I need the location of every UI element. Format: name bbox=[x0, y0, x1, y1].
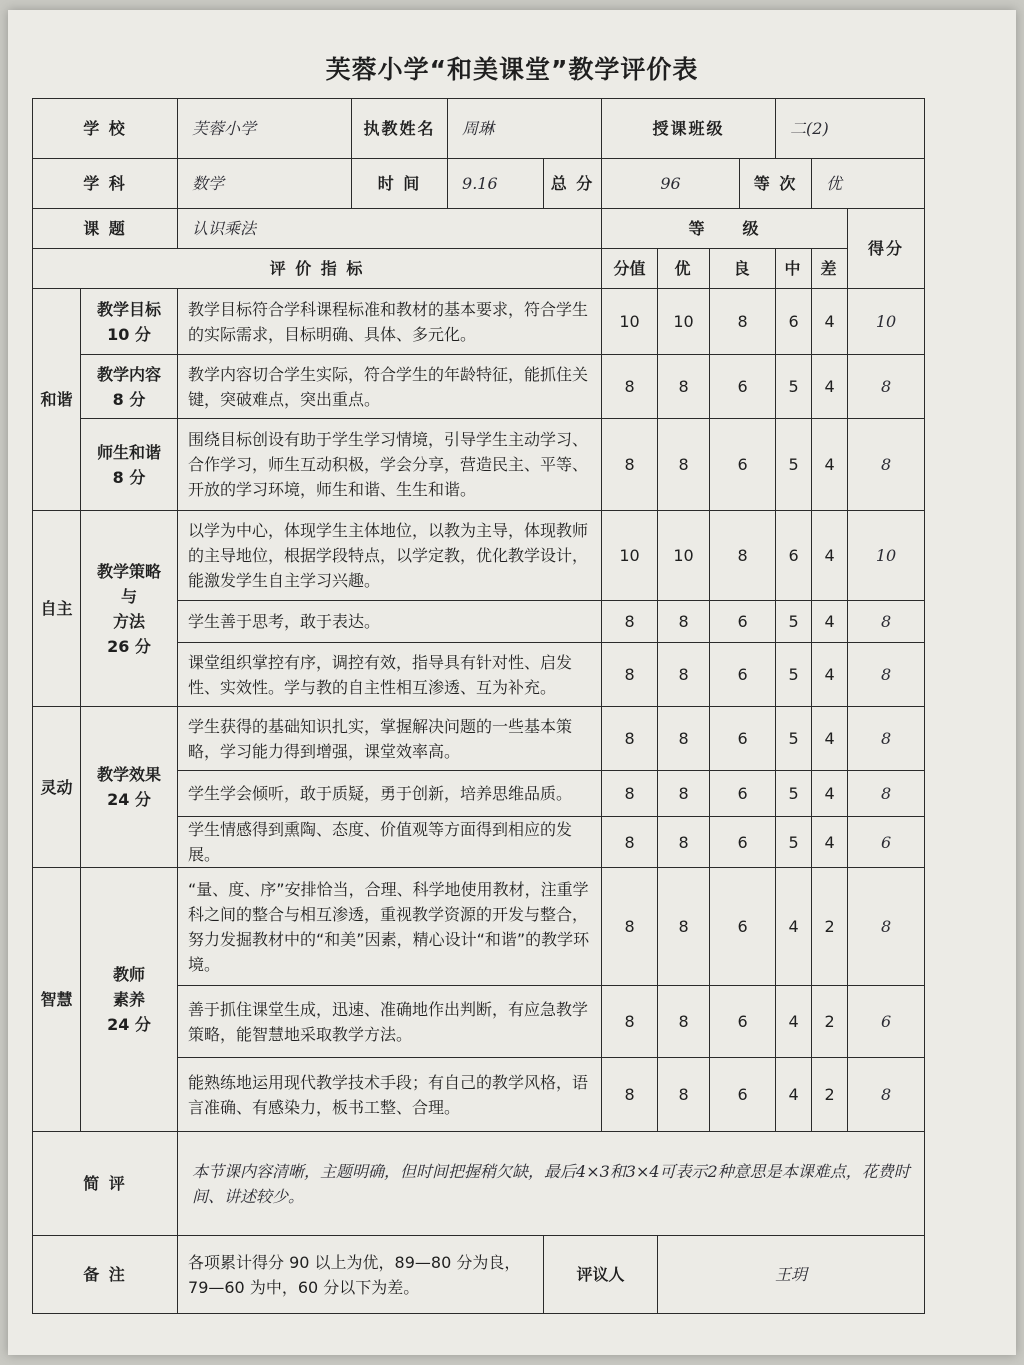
row-description: 教学目标符合学科课程标准和教材的基本要求，符合学生的实际需求，目标明确、具体、多元化。 bbox=[178, 289, 602, 355]
row-medium: 5 bbox=[776, 643, 812, 707]
row-description: 学生获得的基础知识扎实，掌握解决问题的一些基本策略，学习能力得到增强，课堂效率高。 bbox=[178, 707, 602, 771]
row-description: 善于抓住课堂生成，迅速、准确地作出判断，有应急教学策略，能智慧地采取教学方法。 bbox=[178, 986, 602, 1058]
sub-item-relation-title: 师生和谐 bbox=[97, 442, 162, 462]
row-excellent: 8 bbox=[658, 355, 710, 419]
row-excellent: 8 bbox=[658, 868, 710, 986]
row-score: 8 bbox=[848, 771, 925, 817]
row-medium: 4 bbox=[776, 868, 812, 986]
topic-label: 课 题 bbox=[33, 209, 178, 249]
table-row bbox=[33, 868, 925, 986]
dimension-flexibility: 灵动 bbox=[33, 707, 81, 868]
row-score: 6 bbox=[848, 986, 925, 1058]
row-description: 课堂组织掌控有序，调控有效，指导具有针对性、启发性、实效性。学与教的自主性相互渗透、互为补充。 bbox=[178, 643, 602, 707]
medium-header: 中 bbox=[776, 249, 812, 289]
row-points: 8 bbox=[602, 707, 658, 771]
row-good: 6 bbox=[710, 1058, 776, 1132]
row-score: 8 bbox=[848, 601, 925, 643]
row-description: 学生善于思考，敢于表达。 bbox=[178, 601, 602, 643]
table-row bbox=[33, 289, 925, 355]
class-value: 二(2) bbox=[776, 99, 925, 159]
row-medium: 5 bbox=[776, 601, 812, 643]
row-excellent: 8 bbox=[658, 601, 710, 643]
row-description: 学生情感得到熏陶、态度、价值观等方面得到相应的发展。 bbox=[178, 817, 602, 868]
sub-item-relation-points: 8 分 bbox=[112, 467, 146, 487]
row-points: 8 bbox=[602, 771, 658, 817]
sub-item-goal-points: 10 分 bbox=[107, 324, 151, 344]
comment-label: 简 评 bbox=[33, 1132, 178, 1236]
row-description: 教学内容切合学生实际，符合学生的年龄特征，能抓住关键，突破难点，突出重点。 bbox=[178, 355, 602, 419]
sub-item-effect bbox=[81, 707, 178, 868]
total-label: 总 分 bbox=[544, 159, 602, 209]
subject-value: 数学 bbox=[178, 159, 352, 209]
sub-item-strategy-title-1: 教学策略 bbox=[97, 561, 162, 581]
sub-item-strategy-title-3: 方法 bbox=[113, 611, 146, 631]
row-poor: 4 bbox=[812, 817, 848, 868]
row-good: 6 bbox=[710, 355, 776, 419]
row-excellent: 8 bbox=[658, 817, 710, 868]
sub-item-effect-title: 教学效果 bbox=[97, 765, 162, 784]
topic-value: 认识乘法 bbox=[178, 209, 602, 249]
row-medium: 5 bbox=[776, 419, 812, 511]
row-points: 8 bbox=[602, 355, 658, 419]
good-header: 良 bbox=[710, 249, 776, 289]
row-score: 8 bbox=[848, 868, 925, 986]
dimension-autonomy: 自主 bbox=[33, 511, 81, 707]
row-excellent: 10 bbox=[658, 289, 710, 355]
row-points: 8 bbox=[602, 986, 658, 1058]
table-row bbox=[33, 707, 925, 771]
row-good: 6 bbox=[710, 601, 776, 643]
sub-item-strategy bbox=[81, 511, 178, 707]
row-points: 8 bbox=[602, 817, 658, 868]
sub-item-literacy-points: 24 分 bbox=[107, 1015, 151, 1034]
row-excellent: 8 bbox=[658, 986, 710, 1058]
row-medium: 6 bbox=[776, 289, 812, 355]
row-description: 以学为中心，体现学生主体地位，以教为主导，体现教师的主导地位，根据学段特点，以学定教，优化教学设计，能激发学生自主学习兴趣。 bbox=[178, 511, 602, 601]
poor-header: 差 bbox=[812, 249, 848, 289]
table-row bbox=[33, 511, 925, 601]
excellent-header: 优 bbox=[658, 249, 710, 289]
evaluation-sheet bbox=[8, 10, 1016, 1355]
row-poor: 4 bbox=[812, 643, 848, 707]
page-title: 芙蓉小学“和美课堂”教学评价表 bbox=[325, 55, 699, 84]
evaluation-table bbox=[32, 98, 925, 1314]
row-medium: 4 bbox=[776, 986, 812, 1058]
row-poor: 4 bbox=[812, 771, 848, 817]
row-score: 10 bbox=[848, 511, 925, 601]
grade-group-header: 等 级 bbox=[602, 209, 848, 249]
sub-item-goal-title: 教学目标 bbox=[97, 299, 162, 319]
row-poor: 4 bbox=[812, 419, 848, 511]
row-medium: 5 bbox=[776, 707, 812, 771]
time-label: 时 间 bbox=[352, 159, 448, 209]
sub-item-content bbox=[81, 355, 178, 419]
row-points: 8 bbox=[602, 868, 658, 986]
sub-item-literacy bbox=[81, 868, 178, 1132]
row-points: 8 bbox=[602, 1058, 658, 1132]
sub-item-content-points: 8 分 bbox=[112, 389, 146, 409]
remark-text: 各项累计得分 90 以上为优，89—80 分为良，79—60 为中，60 分以下为差。 bbox=[178, 1236, 544, 1314]
sub-item-relation bbox=[81, 419, 178, 511]
row-excellent: 10 bbox=[658, 511, 710, 601]
sub-item-goal bbox=[81, 289, 178, 355]
row-excellent: 8 bbox=[658, 771, 710, 817]
row-poor: 4 bbox=[812, 355, 848, 419]
grade-value: 优 bbox=[812, 159, 925, 209]
row-medium: 5 bbox=[776, 817, 812, 868]
table-row bbox=[33, 419, 925, 511]
row-points: 10 bbox=[602, 511, 658, 601]
row-score: 10 bbox=[848, 289, 925, 355]
row-score: 8 bbox=[848, 1058, 925, 1132]
sub-item-strategy-points: 26 分 bbox=[107, 636, 151, 656]
evaluator-label: 评议人 bbox=[544, 1236, 658, 1314]
row-excellent: 8 bbox=[658, 1058, 710, 1132]
row-description: 围绕目标创设有助于学生学习情境，引导学生主动学习、合作学习，师生互动积极，学会分享，营造民主、平等、开放的学习环境，师生和谐、生生和谐。 bbox=[178, 419, 602, 511]
indicator-header: 评 价 指 标 bbox=[33, 249, 602, 289]
row-medium: 5 bbox=[776, 771, 812, 817]
dimension-wisdom: 智慧 bbox=[33, 868, 81, 1132]
sub-item-effect-points: 24 分 bbox=[107, 790, 151, 809]
dimension-harmony: 和谐 bbox=[33, 289, 81, 511]
row-good: 8 bbox=[710, 511, 776, 601]
row-poor: 2 bbox=[812, 986, 848, 1058]
score-header: 得分 bbox=[848, 209, 925, 289]
row-excellent: 8 bbox=[658, 419, 710, 511]
table-row bbox=[33, 355, 925, 419]
row-poor: 2 bbox=[812, 1058, 848, 1132]
row-good: 6 bbox=[710, 771, 776, 817]
sub-item-literacy-title-2: 素养 bbox=[113, 990, 146, 1009]
row-good: 6 bbox=[710, 817, 776, 868]
row-score: 6 bbox=[848, 817, 925, 868]
row-excellent: 8 bbox=[658, 643, 710, 707]
evaluator-signature: 王玥 bbox=[658, 1236, 925, 1314]
row-excellent: 8 bbox=[658, 707, 710, 771]
teacher-value: 周琳 bbox=[448, 99, 602, 159]
row-points: 10 bbox=[602, 289, 658, 355]
row-score: 8 bbox=[848, 643, 925, 707]
row-poor: 4 bbox=[812, 289, 848, 355]
subject-label: 学 科 bbox=[33, 159, 178, 209]
row-poor: 4 bbox=[812, 511, 848, 601]
row-good: 8 bbox=[710, 289, 776, 355]
row-good: 6 bbox=[710, 868, 776, 986]
comment-text: 本节课内容清晰，主题明确，但时间把握稍欠缺，最后4×3和3×4可表示2种意思是本课难点，花费时间、讲述较少。 bbox=[178, 1132, 925, 1236]
row-medium: 4 bbox=[776, 1058, 812, 1132]
class-label: 授课班级 bbox=[602, 99, 776, 159]
row-description: “量、度、序”安排恰当，合理、科学地使用教材，注重学科之间的整合与相互渗透，重视教学资源的开发与整合，努力发掘教材中的“和美”因素，精心设计“和谐”的教学环境。 bbox=[178, 868, 602, 986]
row-score: 8 bbox=[848, 707, 925, 771]
row-poor: 4 bbox=[812, 601, 848, 643]
row-points: 8 bbox=[602, 643, 658, 707]
row-good: 6 bbox=[710, 419, 776, 511]
sub-item-literacy-title-1: 教师 bbox=[113, 965, 146, 984]
school-label: 学 校 bbox=[33, 99, 178, 159]
row-good: 6 bbox=[710, 986, 776, 1058]
row-poor: 4 bbox=[812, 707, 848, 771]
row-description: 学生学会倾听，敢于质疑，勇于创新，培养思维品质。 bbox=[178, 771, 602, 817]
row-score: 8 bbox=[848, 355, 925, 419]
row-poor: 2 bbox=[812, 868, 848, 986]
time-value: 9.16 bbox=[448, 159, 544, 209]
row-good: 6 bbox=[710, 643, 776, 707]
total-value: 96 bbox=[602, 159, 740, 209]
row-points: 8 bbox=[602, 419, 658, 511]
school-value: 芙蓉小学 bbox=[178, 99, 352, 159]
sub-item-content-title: 教学内容 bbox=[97, 364, 162, 384]
sub-item-strategy-title-2: 与 bbox=[121, 586, 138, 606]
grade-label: 等 次 bbox=[740, 159, 812, 209]
teacher-label: 执教姓名 bbox=[352, 99, 448, 159]
points-header: 分值 bbox=[602, 249, 658, 289]
row-medium: 5 bbox=[776, 355, 812, 419]
row-medium: 6 bbox=[776, 511, 812, 601]
row-score: 8 bbox=[848, 419, 925, 511]
row-description: 能熟练地运用现代教学技术手段；有自己的教学风格，语言准确、有感染力，板书工整、合理。 bbox=[178, 1058, 602, 1132]
remark-label: 备 注 bbox=[33, 1236, 178, 1314]
row-good: 6 bbox=[710, 707, 776, 771]
row-points: 8 bbox=[602, 601, 658, 643]
